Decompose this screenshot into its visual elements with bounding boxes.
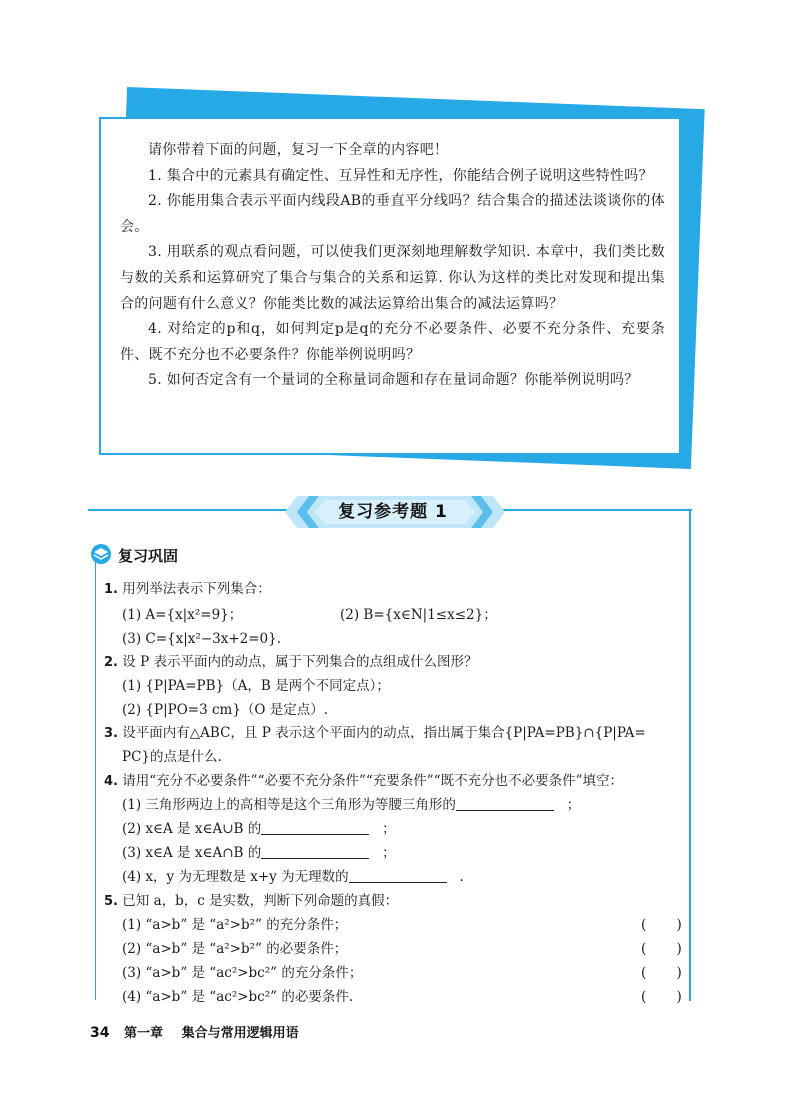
chapter-label: 第一章: [124, 1026, 164, 1041]
exercise-part-end: ；: [566, 797, 581, 813]
review-intro: 请你带着下面的问题，复习一下全章的内容吧！: [148, 142, 449, 158]
answer-blank[interactable]: [349, 868, 447, 883]
exercise-text: 设 P 表示平面内的动点，属于下列集合的点组成什么图形？: [122, 654, 478, 670]
exercise-1: [104, 578, 271, 601]
exercise-3: [104, 722, 646, 745]
exercise-3-continued: PC}的点是什么.: [122, 749, 222, 765]
exercise-number: 4.: [104, 774, 118, 789]
exercise-part-end: ；: [382, 845, 396, 861]
exercise-5-part-3: (3) “a>b” 是 “ac²>bc²” 的充分条件；: [122, 965, 363, 981]
exercise-text: 设平面内有△ABC，且 P 表示这个平面内的动点，指出属于集合{P|PA=PB}∩{P|PA=: [122, 725, 646, 741]
section-title: 复习巩固: [118, 547, 179, 565]
exercise-part-text: (3) x∈A 是 x∈A∩B 的: [122, 845, 262, 861]
exercise-part-text: (4) x，y 为无理数是 x+y 为无理数的: [122, 869, 349, 885]
exercise-1-part-3: (3) C={x|x²−3x+2=0}.: [122, 631, 282, 647]
exercise-text: 已知 a，b，c 是实数，判断下列命题的真假：: [122, 893, 399, 909]
exercise-number: 5.: [104, 894, 118, 909]
layers-icon: [90, 544, 112, 564]
answer-blank[interactable]: [261, 820, 369, 835]
chapter-title: 集合与常用逻辑用语: [181, 1026, 299, 1041]
banner-title: 复习参考题 1: [338, 502, 448, 522]
frame-right-rule: [689, 509, 691, 1001]
review-item: 1. 集合中的元素具有确定性、互异性和无序性，你能结合例子说明这些特性吗？: [148, 167, 653, 184]
review-text: [120, 138, 665, 394]
review-item: 4. 对给定的p和q，如何判定p是q的充分不必要条件、必要不充分条件、充要条件、既不充分也不必要条件？你能举例说明吗？: [120, 321, 665, 363]
answer-blank[interactable]: [261, 844, 369, 859]
exercise-number: 1.: [104, 582, 118, 597]
exercise-4-part-4: [122, 866, 464, 888]
exercise-part-end: .: [459, 869, 464, 885]
exercise-part-text: (2) x∈A 是 x∈A∪B 的: [122, 821, 262, 837]
exercise-1-part-2: (2) B={x∈N|1≤x≤2}；: [340, 607, 497, 623]
review-item: 5. 如何否定含有一个量词的全称量词命题和存在量词命题？你能举例说明吗？: [148, 372, 639, 389]
exercise-2-part-1: (1) {P|PA=PB}（A，B 是两个不同定点）；: [122, 678, 390, 694]
exercise-part-text: (1) 三角形两边上的高相等是这个三角形为等腰三角形的: [122, 797, 456, 813]
exercise-text: 用列举法表示下列集合：: [122, 581, 271, 597]
exercise-5-part-4: (4) “a>b” 是 “ac²>bc²” 的必要条件.: [122, 989, 354, 1005]
exercise-number: 3.: [104, 726, 118, 741]
exercise-5-part-2: (2) “a>b” 是 “a²>b²” 的必要条件；: [122, 941, 348, 957]
exercise-4-part-3: [122, 842, 396, 864]
review-item: 2. 你能用集合表示平面内线段AB的垂直平分线吗？结合集合的描述法谈谈你的体会。: [120, 193, 665, 235]
exercise-5-part-1: (1) “a>b” 是 “a²>b²” 的充分条件；: [122, 917, 348, 933]
exercise-4-part-1: [122, 794, 580, 816]
exercise-2-part-2: (2) {P|PO=3 cm}（O 是定点）.: [122, 702, 329, 718]
exercise-4-part-2: [122, 818, 396, 840]
exercise-5: [104, 890, 398, 913]
answer-parentheses[interactable]: ( ): [641, 965, 682, 981]
frame-left-rule: [95, 548, 96, 1000]
page-footer: [90, 1022, 299, 1041]
answer-parentheses[interactable]: ( ): [641, 989, 682, 1005]
exercise-part-end: ；: [382, 821, 396, 837]
answer-blank[interactable]: [456, 796, 554, 811]
answer-parentheses[interactable]: ( ): [641, 917, 682, 933]
exercise-1-part-1: (1) A={x|x²=9}；: [122, 607, 243, 623]
page-number: 34: [90, 1025, 110, 1041]
exercise-4: [104, 770, 623, 793]
exercise-2: [104, 651, 477, 674]
review-item: 3. 用联系的观点看问题，可以使我们更深刻地理解数学知识. 本章中，我们类比数与数的关系和运算研究了集合与集合的关系和运算. 你认为这样的类比对发现和提出集合的问题有什么意义？你能类比数的减法运算给出集合的减法运算吗？: [120, 244, 665, 312]
exercise-number: 2.: [104, 655, 118, 670]
answer-parentheses[interactable]: ( ): [641, 941, 682, 957]
exercise-text: 请用“充分不必要条件”“必要不充分条件”“充要条件”“既不充分也不必要条件”填空：: [122, 773, 623, 789]
